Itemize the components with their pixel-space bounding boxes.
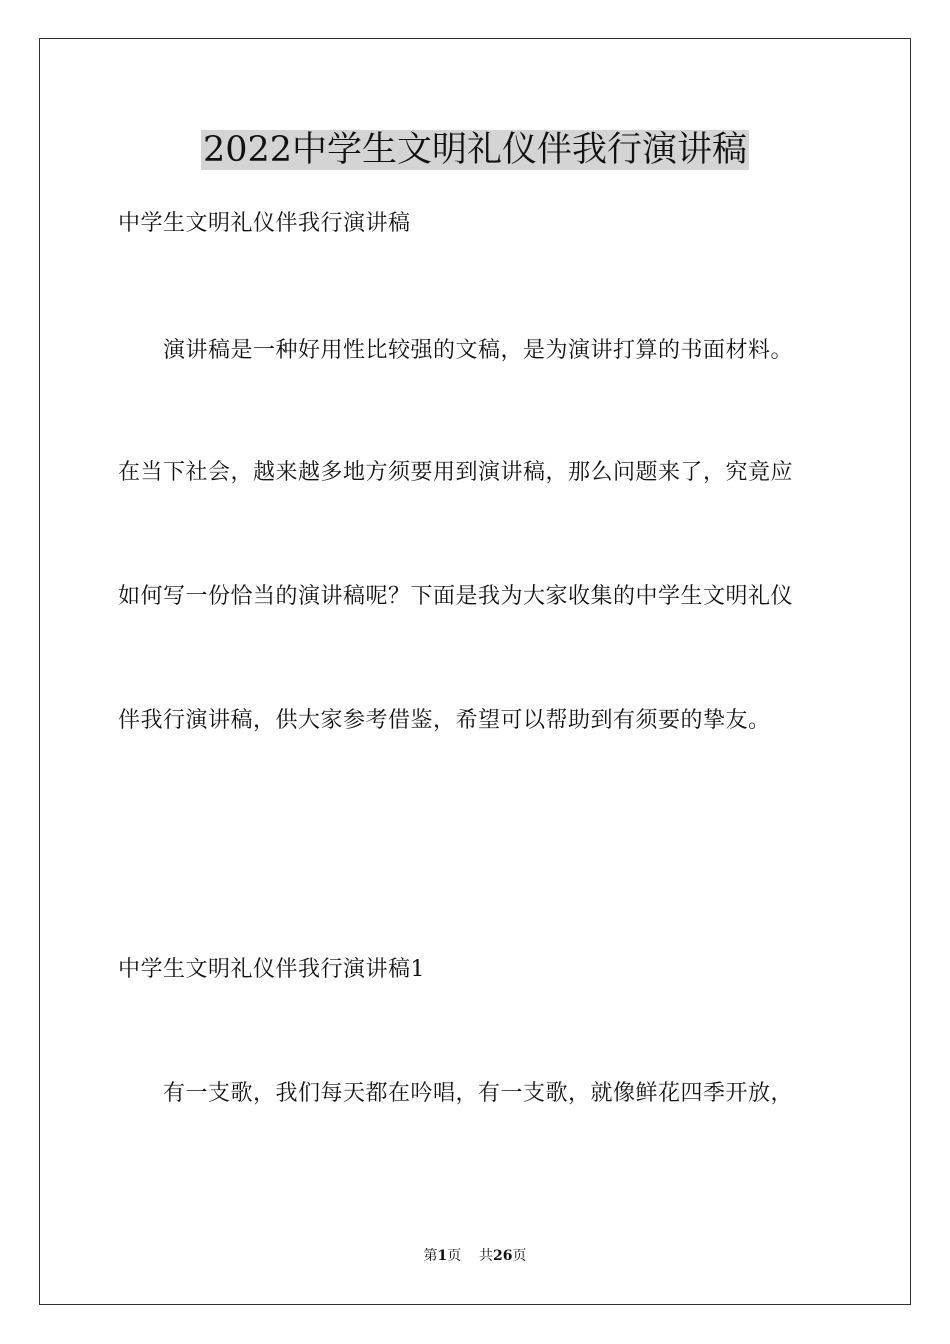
intro-line-2: 在当下社会，越来越多地方须要用到演讲稿，那么问题来了，究竟应 <box>118 460 794 485</box>
title-text: 2022中学生文明礼仪伴我行演讲稿 <box>202 130 748 170</box>
footer-page-number: 1 <box>437 1248 448 1264</box>
section-heading: 中学生文明礼仪伴我行演讲稿1 <box>118 957 425 982</box>
footer-total-suffix: 页 <box>512 1248 527 1264</box>
section-first-line: 有一支歌，我们每天都在吟唱，有一支歌，就像鲜花四季开放， <box>163 1081 794 1106</box>
footer-page-prefix: 第 <box>423 1248 438 1264</box>
intro-line-4: 伴我行演讲稿，供大家参考借鉴，希望可以帮助到有须要的挚友。 <box>118 708 771 733</box>
document-title <box>0 126 950 174</box>
intro-line-1: 演讲稿是一种好用性比较强的文稿，是为演讲打算的书面材料。 <box>163 338 794 363</box>
subtitle-line: 中学生文明礼仪伴我行演讲稿 <box>118 211 411 236</box>
footer-total-prefix: 共 <box>479 1248 494 1264</box>
footer-page-suffix: 页 <box>447 1248 462 1264</box>
footer-total-pages: 26 <box>493 1248 513 1264</box>
intro-line-3: 如何写一份恰当的演讲稿呢？下面是我为大家收集的中学生文明礼仪 <box>118 584 794 609</box>
page-footer <box>0 1246 950 1266</box>
